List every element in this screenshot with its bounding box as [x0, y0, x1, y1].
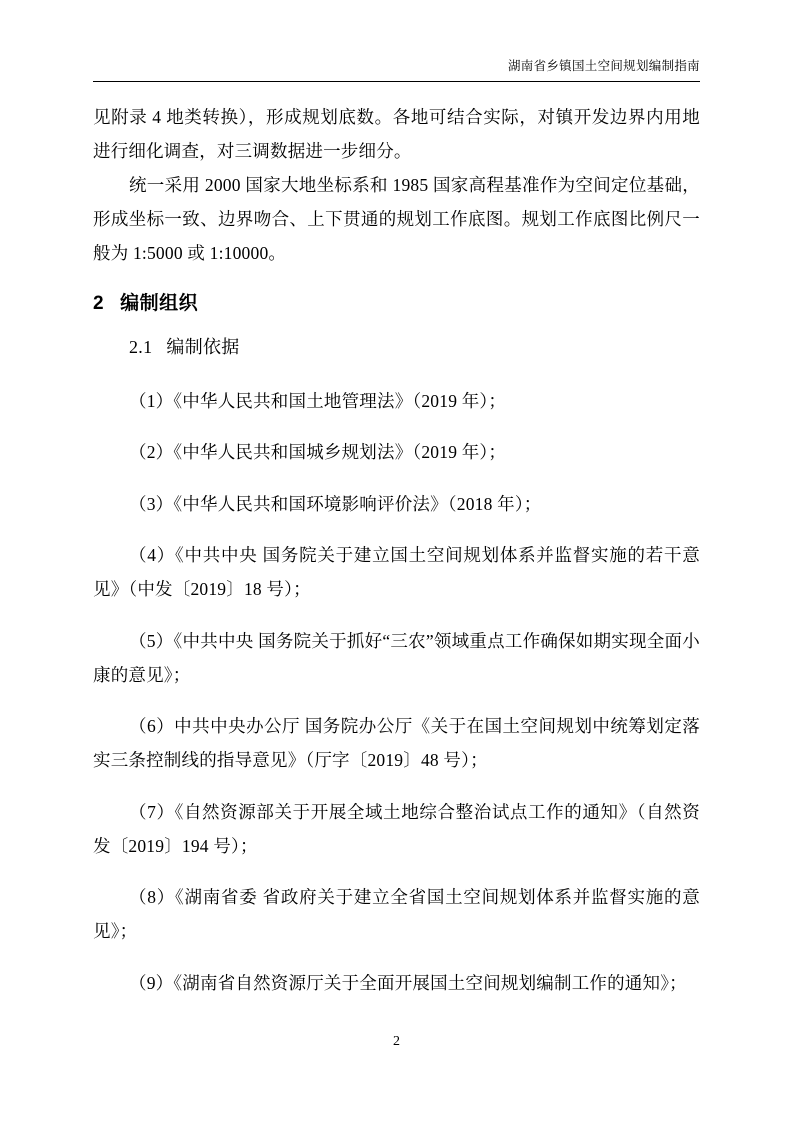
page-content [93, 100, 700, 1017]
running-header: 湖南省乡镇国土空间规划编制指南 [507, 59, 700, 73]
paragraph-1: 见附录 4 地类转换），形成规划底数。各地可结合实际，对镇开发边界内用地进行细化调查，对三调数据进一步细分。 [93, 107, 700, 161]
list-item: （9）《湖南省自然资源厅关于全面开展国土空间规划编制工作的通知》； [129, 972, 687, 993]
list-item: （6）中共中央办公厅 国务院办公厅《关于在国土空间规划中统筹划定落实三条控制线的指导意见》（厅字〔2019〕48 号）； [93, 716, 700, 770]
paragraph-2: 统一采用 2000 国家大地坐标系和 1985 国家高程基准作为空间定位基础，形成坐标一致、边界吻合、上下贯通的规划工作底图。规划工作底图比例尺一般为 1:5000 或 1:10000。 [93, 175, 700, 263]
list-item: （4）《中共中央 国务院关于建立国土空间规划体系并监督实施的若干意见》（中发〔2019〕18 号）； [93, 545, 700, 599]
list-item: （1）《中华人民共和国土地管理法》（2019 年）； [129, 390, 507, 411]
section-heading-2-1-number: 2.1 [129, 337, 153, 357]
header-divider [93, 81, 700, 82]
list-item: （5）《中共中央 国务院关于抓好“三农”领域重点工作确保如期实现全面小康的意见》； [93, 630, 700, 685]
page-number: 2 [393, 1034, 400, 1049]
list-item: （3）《中华人民共和国环境影响评价法》（2018 年）； [129, 493, 542, 514]
section-heading-2-1-text: 编制依据 [166, 337, 240, 357]
section-heading-2-text: 编制组织 [120, 293, 199, 314]
section-heading-2-number: 2 [93, 293, 105, 314]
list-item: （7）《自然资源部关于开展全域土地综合整治试点工作的通知》（自然资发〔2019〕194 号）； [93, 801, 700, 856]
list-item: （8）《湖南省委 省政府关于建立全省国土空间规划体系并监督实施的意见》； [93, 887, 700, 941]
section-heading-2 [93, 284, 700, 324]
list-item: （2）《中华人民共和国城乡规划法》（2019 年）； [129, 442, 507, 462]
section-heading-2-1 [93, 328, 700, 366]
